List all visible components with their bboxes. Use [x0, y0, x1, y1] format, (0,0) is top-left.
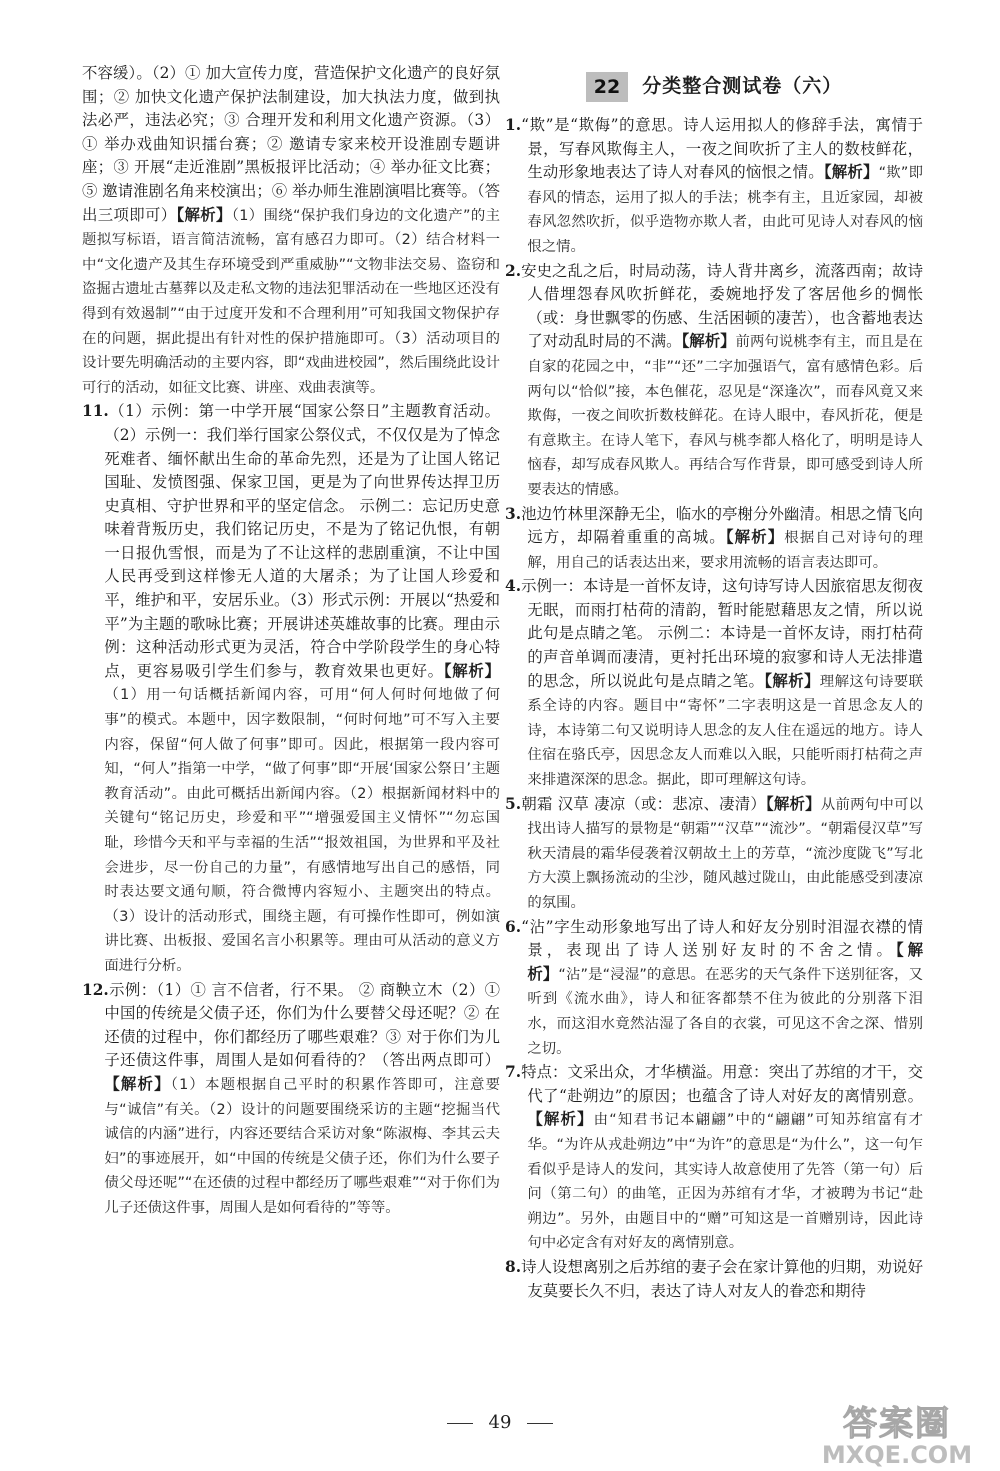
analysis-text: （1）本题根据自己平时的积累作答即可，注意要与“诚信”有关。（2）设计的问题要围绕采访的主题“挖掘当代诚信的内涵”进行，内容还要结合采访对象“陈淑梅、李其云夫妇”的事迹展开，如“中国的传统是父债子还，你们为什么要子债父母还呢”“在还债的过程中都经历了哪些艰难”“对于你们为儿子还债这件事，周围人是如何看待的”等等。 — [104, 1076, 500, 1216]
answer-item — [505, 1061, 923, 1256]
footer-dash-right — [527, 1423, 553, 1424]
analysis-text: （1）围绕“保护我们身边的文化遗产”的主题拟写标语，语言简洁流畅，富有感召力即可。（2）结合材料一中“文化遗产及其生存环境受到严重威胁”“文物非法交易、盗窃和盗掘古遗址古墓葬以及走私文物的违法犯罪活动在一些地区还没有得到有效遏制”“由于过度开发和不合理利用”可知我国文物保护存在的问题，据此提出有针对性的保护措施即可。（3）活动项目的设计要先明确活动的主要内容，即“戏曲进校园”，然后围绕此设计可行的活动，如征文比赛、讲座、戏曲表演等。 — [82, 207, 500, 396]
item-number: 8. — [505, 1257, 522, 1276]
item-number: 5. — [505, 794, 522, 813]
right-column — [505, 62, 923, 1303]
answer-item-12 — [82, 979, 500, 1221]
footer-dash-left — [447, 1423, 473, 1424]
site-watermark — [802, 1406, 992, 1468]
analysis-label: 【解析】 — [766, 794, 821, 813]
answer-text: 安史之乱之后，时局动荡，诗人背井离乡，流落西南；故诗人借埋怨春风吹折鲜花，委婉地抒发了客居他乡的惆怅（或：身世飘零的伤感、生活困顿的凄苦），也含蓄地表达了对动乱时局的不满。 — [521, 261, 923, 351]
answer-text: 池边竹林里深静无尘，临水的亭榭分外幽清。相思之情飞向远方，却隔着重重的高城。 — [521, 504, 923, 547]
item-number: 12. — [82, 980, 109, 999]
analysis-label: 【解析】 — [764, 671, 820, 690]
section-title: 分类整合测试卷（六） — [642, 75, 843, 98]
analysis-text: （1）用一句话概括新闻内容，可用“何人何时何地做了何事”的模式。本题中，因字数限制，“何时何地”可不写入主要内容，保留“何人做了何事”即可。因此，根据第一段内容可知，“何人”指第一中学，“做了何事”即“开展‘国家公祭日’主题教育活动”。由此可概括出新闻内容。（2）根据新闻材料中的关键句“铭记历史，珍爱和平”“增强爱国主义情怀”“勿忘国耻，珍惜今天和平与幸福的生活”“报效祖国，为世界和平及社会进步，尽一份自己的力量”，有感情地写出自己的感悟，同时表达要文通句顺，符合微博内容短小、主题突出的特点。（3）设计的活动形式，围绕主题，有可操作性即可，例如演讲比赛、出板报、爱国名言小积累等。理由可从活动的意义方面进行分析。 — [104, 687, 500, 974]
analysis-label: 【解析】 — [527, 941, 923, 983]
answer-text: 不容缓）。（2）① 加大宣传力度，营造保护文化遗产的良好氛围；② 加快文化遗产保护法制建设，加大执法力度，做到执法必严，违法必究；③ 合理开发和利用文化遗产资源。（3）① 举办戏曲知识擂台赛；② 邀请专家来校开设淮剧专题讲座；③ 开展“走近淮剧”黑板报评比活动；④ 举办征文比赛；⑤ 邀请淮剧名角来校演出；⑥ 举办师生淮剧演唱比赛等。（答出三项即可） — [82, 64, 500, 224]
answer-list — [505, 114, 923, 1303]
answer-text: （1）示例：第一中学开展“国家公祭日”主题教育活动。（2）示例一：我们举行国家公祭仪式，不仅仅是为了悼念死难者、缅怀献出生命的革命先烈，还是为了让国人铭记国耻、发愤图强、保家卫国，更是为了向世界传达捍卫历史真相、守护世界和平的坚定信念。 示例二：忘记历史意味着背叛历史，我们铭记历史，不是为了铭记仇恨，有朝一日报仇雪恨，而是为了不让这样的悲剧重演，不让中国人民再受到这样惨无人道的大屠杀；为了让国人珍爱和平，维护和平，安居乐业。（3）形式示例：开展以“热爱和平”为主题的歌咏比赛；开展讲述英雄故事的比赛。理由示例：这种活动形式更为灵活，符合中学阶段学生的身心特点，更容易吸引学生们参与，教育效果也更好。 — [104, 402, 500, 680]
answer-10-continuation — [82, 62, 500, 400]
section-header — [505, 62, 923, 112]
answer-item — [505, 114, 923, 260]
analysis-text: 理解这句诗要联系全诗的内容。题目中“寄怀”二字表明这是一首思念友人的诗，本诗第二句又说明诗人思念的友人住在遥远的地方。诗人住宿在骆氏亭，因思念友人而难以入眠，只能听雨打枯荷之声来排遣深深的思念。据此，即可理解这句诗。 — [527, 673, 923, 789]
watermark-url: MXQE.COM — [821, 1441, 973, 1469]
answer-item — [505, 793, 923, 916]
page-number: 49 — [488, 1412, 512, 1433]
answer-item — [505, 260, 923, 503]
analysis-label: 【解析】 — [681, 332, 736, 351]
watermark-logo-text: 答案圈 — [843, 1404, 951, 1444]
item-number: 6. — [505, 917, 522, 936]
answer-text: 示例：（1）① 言不信者，行不果。 ② 商鞅立木（2）① 中国的传统是父债子还，你们为什么要替父母还呢？② 在还债的过程中，你们都经历了哪些艰难？③ 对于你们为儿子还债这件事，周围人是如何看待的？（答出两点即可） — [104, 980, 500, 1070]
analysis-label: 【解析】 — [443, 661, 500, 680]
section-number-badge: 22 — [586, 72, 628, 102]
item-number: 4. — [505, 577, 522, 596]
item-number: 11. — [82, 402, 109, 421]
answer-item — [505, 916, 923, 1062]
answer-text: 示例一：本诗是一首怀友诗，这句诗写诗人因旅宿思友彻夜无眠，而雨打枯荷的清韵，暂时能慰藉思友之情，所以说此句是点睛之笔。 示例二：本诗是一首怀友诗，雨打枯荷的声音单调而凄清，更衬托出环境的寂寥和诗人无法排遣的思念，所以说此句是点睛之笔。 — [521, 577, 923, 690]
analysis-label: 【解析】 — [823, 163, 879, 182]
item-number: 1. — [505, 116, 522, 134]
analysis-label: 【解析】 — [104, 1074, 171, 1093]
analysis-text: “欺”即春风的情态，运用了拟人的手法；桃李有主，且近家园，却被春风忽然吹折，似乎造物亦欺人者，由此可见诗人对春风的恼恨之情。 — [527, 165, 923, 255]
item-number: 2. — [505, 261, 522, 280]
item-number: 3. — [505, 504, 522, 523]
answer-item — [505, 503, 923, 576]
answer-text: “沾”字生动形象地写出了诗人和好友分别时泪湿衣襟的情景，表现出了诗人送别好友时的不舍之情。 — [521, 917, 923, 960]
answer-item — [505, 575, 923, 792]
item-number: 7. — [505, 1063, 522, 1082]
answer-item-11 — [82, 400, 500, 978]
analysis-text: 由“知君书记本翩翩”中的“翩翩”可知苏绾富有才华。“为许从戎赴朔边”中“为许”的意思是“为什么”，这一句乍看似乎是诗人的发问，其实诗人故意使用了先答（第一句）后问（第二句）的曲笔，正因为苏绾有才华，才被聘为书记“赴朔边”。另外，由题目中的“赠”可知这是一首赠别诗，因此诗句中必定含有对好友的离情别意。 — [527, 1112, 923, 1252]
analysis-label: 【解析】 — [176, 205, 232, 224]
answer-text: 诗人设想离别之后苏绾的妻子会在家计算他的归期，劝说好友莫要长久不归，表达了诗人对友人的眷恋和期待 — [521, 1257, 923, 1300]
analysis-label: 【解析】 — [527, 1110, 594, 1129]
answer-text: “欺”是“欺侮”的意思。诗人运用拟人的修辞手法，寓情于景，写春风欺侮主人，一夜之间吹折了主人的数枝鲜花，生动形象地表达了诗人对春风的恼恨之情。 — [521, 116, 923, 182]
answer-text: 特点：文采出众，才华横溢。用意：突出了苏绾的才干，交代了“赴朔边”的原因；也蕴含了诗人对好友的离情别意。 — [521, 1063, 923, 1105]
answer-item — [505, 1256, 923, 1303]
left-column — [82, 62, 500, 1221]
answer-text: 朝霜 汉草 凄凉（或：悲凉、凄清） — [521, 794, 766, 813]
analysis-text: 前两句说桃李有主，而且是在自家的花园之中，“非”“还”二字加强语气，富有感情色彩。后两句以“恰似”接，本色催花，忍见是“深逢次”，而春风竟又来欺侮，一夜之间吹折数枝鲜花。在诗人眼中，春风折花，便是有意欺主。在诗人笔下，春风与桃李都人格化了，明明是诗人恼春，却写成春风欺人。再结合写作背景，即可感受到诗人所要表达的情感。 — [527, 334, 923, 498]
analysis-text: 从前两句中可以找出诗人描写的景物是“朝霜”“汉草”“流沙”。“朝霜侵汉草”写秋天清晨的霜华侵袭着汉朝故土上的芳草，“流沙度陇飞”写北方大漠上飘扬流动的尘沙，随风越过陇山，由此能感受到凄凉的氛围。 — [527, 796, 923, 911]
analysis-label: 【解析】 — [725, 528, 785, 547]
analysis-text: 根据自己对诗句的理解，用自己的话表达出来，要求用流畅的语言表达即可。 — [527, 530, 923, 571]
analysis-text: “沾”是“浸湿”的意思。在恶劣的天气条件下送别征客，又听到《流水曲》，诗人和征客都禁不住为彼此的分别落下泪水，而这泪水竟然沾湿了各自的衣裳，可见这不舍之深、惜别之切。 — [527, 966, 923, 1057]
